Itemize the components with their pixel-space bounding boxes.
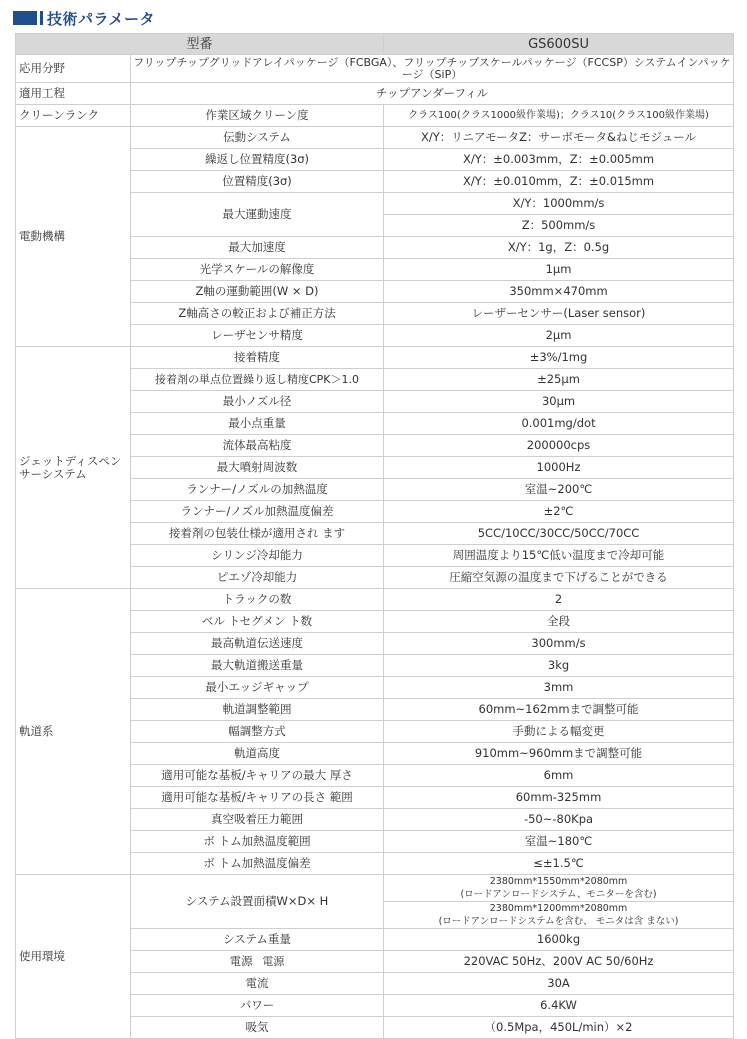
- power-label-extra: 電源: [262, 955, 285, 968]
- param-label: 最大噴射周波数: [131, 457, 384, 479]
- param-label: トラックの数: [131, 589, 384, 611]
- table-row: [16, 55, 734, 83]
- table-row: [16, 83, 734, 105]
- clean-label: クリーンランク: [16, 105, 131, 127]
- param-value: 0.001mg/dot: [384, 413, 734, 435]
- param-label: 最大加速度: [131, 237, 384, 259]
- param-label: システム重量: [131, 929, 384, 951]
- param-label: 最大運動速度: [131, 193, 384, 237]
- param-label: 最小点重量: [131, 413, 384, 435]
- param-value: X/Y：1g，Z：0.5g: [384, 237, 734, 259]
- param-value: X/Y：リニアモータZ：サーボモータ&ねじモジュール: [384, 127, 734, 149]
- param-value: 手動による幅変更: [384, 721, 734, 743]
- param-label: 最高軌道伝送速度: [131, 633, 384, 655]
- table-row: [16, 589, 734, 611]
- param-value: 60mm~162mmまで調整可能: [384, 699, 734, 721]
- param-value: 3mm: [384, 677, 734, 699]
- param-label: 適用可能な基板/キャリアの長さ 範囲: [131, 787, 384, 809]
- param-value: 300mm/s: [384, 633, 734, 655]
- param-value: 350mm×470mm: [384, 281, 734, 303]
- param-value: [384, 875, 734, 902]
- param-label: 繰返し位置精度(3σ): [131, 149, 384, 171]
- param-label: パワー: [131, 995, 384, 1017]
- param-label: 接着剤の包装仕様が適用され ます: [131, 523, 384, 545]
- process-value: チップアンダーフィル: [131, 83, 734, 105]
- param-label: Z軸高さの較正および補正方法: [131, 303, 384, 325]
- spec-table: [15, 33, 734, 1039]
- param-value: 室温~200℃: [384, 479, 734, 501]
- param-value: 1μm: [384, 259, 734, 281]
- param-label: 真空吸着圧力範囲: [131, 809, 384, 831]
- param-value: X/Y：±0.003mm，Z：±0.005mm: [384, 149, 734, 171]
- param-value: 1600kg: [384, 929, 734, 951]
- param-value: [384, 902, 734, 929]
- param-label: 接着精度: [131, 347, 384, 369]
- param-label: 流体最高粘度: [131, 435, 384, 457]
- param-value: 室温~180℃: [384, 831, 734, 853]
- param-value: 2: [384, 589, 734, 611]
- param-label: ボ トム加熱温度偏差: [131, 853, 384, 875]
- area-value-2-line-2: (ロードアンロードシステムを含む、 モニタは含 まない): [438, 916, 679, 927]
- param-label: 伝動システム: [131, 127, 384, 149]
- param-value: X/Y：±0.010mm，Z：±0.015mm: [384, 171, 734, 193]
- section-header: [13, 7, 155, 29]
- param-value: 3kg: [384, 655, 734, 677]
- param-value: 60mm-325mm: [384, 787, 734, 809]
- param-value: ±3%/1mg: [384, 347, 734, 369]
- param-value: 6.4KW: [384, 995, 734, 1017]
- param-value: 2μm: [384, 325, 734, 347]
- clean-param: 作業区域クリーン度: [131, 105, 384, 127]
- param-label: 位置精度(3σ): [131, 171, 384, 193]
- param-label: Z軸の運動範囲(W × D): [131, 281, 384, 303]
- param-label: ボ トム加熱温度範囲: [131, 831, 384, 853]
- param-value: ±2℃: [384, 501, 734, 523]
- table-row: [16, 875, 734, 902]
- param-label: [131, 951, 384, 973]
- param-value: 220VAC 50Hz、200V AC 50/60Hz: [384, 951, 734, 973]
- param-label: 最大軌道搬送重量: [131, 655, 384, 677]
- param-label: レーザセンサ精度: [131, 325, 384, 347]
- param-value: 6mm: [384, 765, 734, 787]
- area-value-2-line-1: 2380mm*1200mm*2080mm: [489, 903, 628, 914]
- param-label: 幅調整方式: [131, 721, 384, 743]
- param-value: 全段: [384, 611, 734, 633]
- param-value: ≤±1.5℃: [384, 853, 734, 875]
- category-jet: ジェットディスペンサーシステム: [16, 347, 131, 589]
- application-value: フリップチップグリッドアレイパッケージ（FCBGA）、フリップチップスケールパッケージ（FCCSP）システムインパッケージ（SiP）: [131, 55, 734, 83]
- category-motion: 電動機構: [16, 127, 131, 347]
- category-env: 使用環境: [16, 875, 131, 1039]
- model-value: GS600SU: [384, 34, 734, 55]
- param-label: 光学スケールの解像度: [131, 259, 384, 281]
- param-label: ピエゾ冷却能力: [131, 567, 384, 589]
- param-value: 5CC/10CC/30CC/50CC/70CC: [384, 523, 734, 545]
- area-value-1-line-2: (ロードアンロードシステム、モニターを含む): [460, 889, 657, 900]
- param-value: X/Y：1000mm/s: [384, 193, 734, 215]
- section-title: 技術パラメータ: [47, 9, 156, 28]
- param-label: シリンジ冷却能力: [131, 545, 384, 567]
- param-label: 軌道高度: [131, 743, 384, 765]
- area-value-1-line-1: 2380mm*1550mm*2080mm: [489, 876, 628, 887]
- param-value: ±25μm: [384, 369, 734, 391]
- table-row: [16, 105, 734, 127]
- param-value: Z：500mm/s: [384, 215, 734, 237]
- clean-value: クラス100(クラス1000級作業場)；クラス10(クラス100級作業場): [384, 105, 734, 127]
- param-value: 1000Hz: [384, 457, 734, 479]
- param-label: ランナー/ノズルの加熱温度: [131, 479, 384, 501]
- param-value: 圧縮空気源の温度まで下げることができる: [384, 567, 734, 589]
- process-label: 適用工程: [16, 83, 131, 105]
- param-value: 910mm~960mmまで調整可能: [384, 743, 734, 765]
- category-track: 軌道系: [16, 589, 131, 875]
- application-label: 応用分野: [16, 55, 131, 83]
- table-row: [16, 127, 734, 149]
- header-accent-block: [13, 11, 37, 25]
- param-label: 最小ノズル径: [131, 391, 384, 413]
- param-value: 200000cps: [384, 435, 734, 457]
- param-label: システム設置面積W×D× H: [131, 875, 384, 929]
- param-label: ベル トセグメン ト数: [131, 611, 384, 633]
- param-label: 電流: [131, 973, 384, 995]
- param-value: 30A: [384, 973, 734, 995]
- param-label: 吸気: [131, 1017, 384, 1039]
- param-value: 30μm: [384, 391, 734, 413]
- power-label: 電源: [229, 954, 253, 968]
- model-label: 型番: [16, 34, 384, 55]
- table-header-row: [16, 34, 734, 55]
- param-label: 最小エッジギャップ: [131, 677, 384, 699]
- param-value: レーザーセンサー(Laser sensor): [384, 303, 734, 325]
- header-accent-line: [40, 11, 43, 25]
- table-row: [16, 347, 734, 369]
- param-label: 適用可能な基板/キャリアの最大 厚さ: [131, 765, 384, 787]
- param-value: 周囲温度より15℃低い温度まで冷却可能: [384, 545, 734, 567]
- param-label: 接着剤の単点位置繰り返し精度CPK＞1.0: [131, 369, 384, 391]
- param-label: ランナー/ノズル加熱温度偏差: [131, 501, 384, 523]
- param-label: 軌道調整範囲: [131, 699, 384, 721]
- param-value: （0.5Mpa，450L/min）×2: [384, 1017, 734, 1039]
- param-value: -50~-80Kpa: [384, 809, 734, 831]
